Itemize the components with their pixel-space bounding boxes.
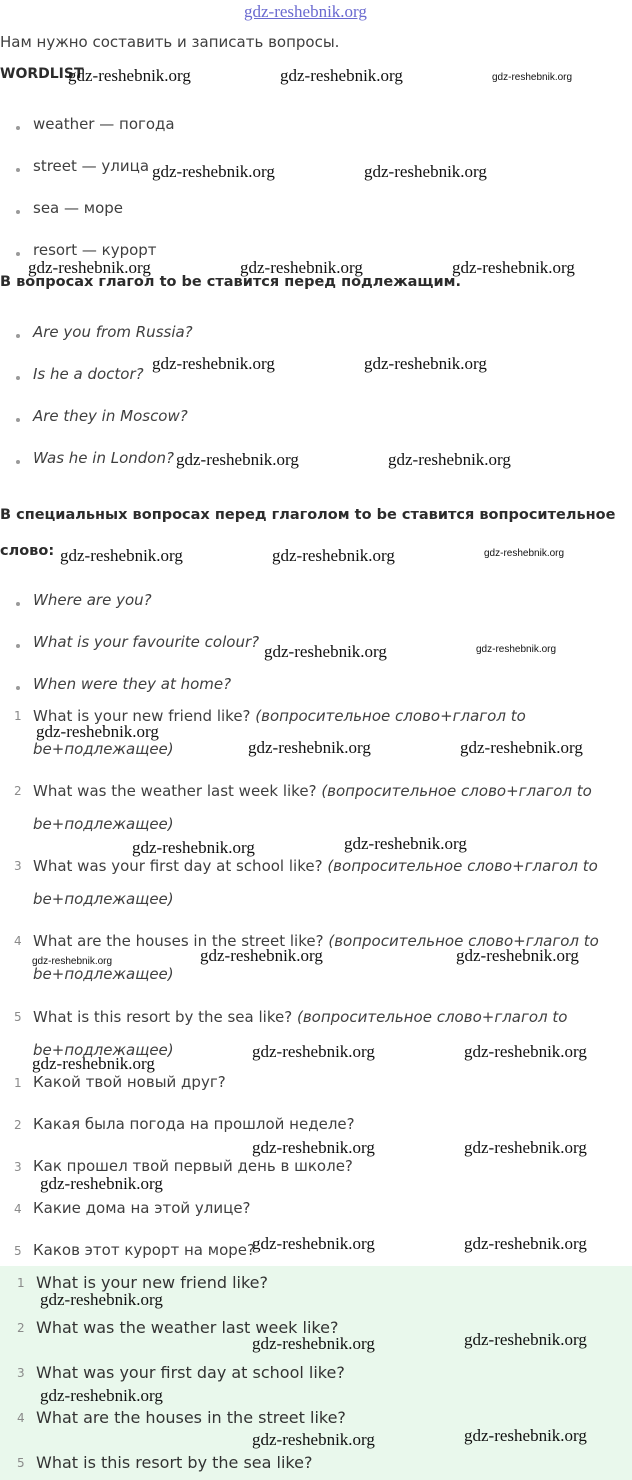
wordlist-label: WORDLIST	[0, 66, 84, 82]
item-number: 3	[17, 1366, 25, 1380]
item-number: 2	[14, 784, 22, 798]
rule-special-questions-cont: слово:	[0, 543, 55, 559]
bullet	[16, 418, 20, 422]
bullet	[16, 460, 20, 464]
rule-special-questions: В специальных вопросах перед глаголом to be ставится вопросительное	[0, 507, 616, 523]
bullet	[16, 602, 20, 606]
watermark: gdz-reshebnik.org	[364, 162, 487, 181]
question-text: What are the houses in the street like?	[33, 932, 324, 950]
watermark: gdz-reshebnik.org	[464, 1330, 587, 1349]
translation-item: Какая была погода на прошлой неделе?	[33, 1115, 355, 1133]
watermark: gdz-reshebnik.org	[152, 162, 275, 181]
question-text: What was the weather last week like?	[33, 782, 317, 800]
wordlist-item: street — улица	[33, 157, 150, 175]
watermark: gdz-reshebnik.org	[248, 738, 371, 757]
wordlist-item: sea — море	[33, 199, 124, 217]
bullet	[16, 126, 20, 130]
watermark: gdz-reshebnik.org	[36, 722, 159, 741]
example-question: When were they at home?	[33, 675, 232, 693]
numbered-question	[33, 782, 592, 800]
question-note: (вопросительное слово+глагол to	[255, 707, 526, 725]
intro-text: Нам нужно составить и записать вопросы.	[0, 33, 340, 51]
example-question: Was he in London?	[33, 449, 174, 467]
watermark: gdz-reshebnik.org	[464, 1042, 587, 1061]
watermark: gdz-reshebnik.org	[200, 946, 323, 965]
watermark: gdz-reshebnik.org	[252, 1234, 375, 1253]
watermark: gdz-reshebnik.org	[40, 1174, 163, 1193]
watermark: gdz-reshebnik.org	[176, 450, 299, 469]
example-question: Where are you?	[33, 591, 152, 609]
watermark: gdz-reshebnik.org	[152, 354, 275, 373]
watermark: gdz-reshebnik.org	[464, 1426, 587, 1445]
translation-item: Какие дома на этой улице?	[33, 1199, 251, 1217]
bullet	[16, 168, 20, 172]
bullet	[16, 252, 20, 256]
watermark: gdz-reshebnik.org	[364, 354, 487, 373]
rule-general-questions: В вопросах глагол to be ставится перед подлежащим.	[0, 274, 461, 290]
item-number: 2	[14, 1118, 22, 1132]
watermark: gdz-reshebnik.org	[464, 1138, 587, 1157]
watermark: gdz-reshebnik.org	[32, 1054, 155, 1073]
question-note: (вопросительное слово+глагол to	[328, 932, 599, 950]
item-number: 3	[14, 859, 22, 873]
question-note-cont: be+подлежащее)	[33, 740, 174, 758]
wordlist-item: weather — погода	[33, 115, 175, 133]
question-note: (вопросительное слово+глагол to	[296, 1008, 568, 1026]
item-number: 5	[17, 1456, 25, 1470]
watermark: gdz-reshebnik.org	[252, 1042, 375, 1061]
bullet	[16, 376, 20, 380]
watermark: gdz-reshebnik.org	[28, 258, 151, 277]
answer-item: What was the weather last week like?	[36, 1318, 339, 1337]
item-number: 1	[17, 1276, 25, 1290]
question-note: (вопросительное слово+глагол to	[321, 782, 592, 800]
watermark: gdz-reshebnik.org	[32, 956, 113, 967]
item-number: 4	[17, 1411, 25, 1425]
wordlist-item: resort — курорт	[33, 241, 157, 259]
translation-item: Какой твой новый друг?	[33, 1073, 226, 1091]
watermark: gdz-reshebnik.org	[132, 838, 255, 857]
watermark: gdz-reshebnik.org	[460, 738, 583, 757]
item-number: 2	[17, 1321, 25, 1335]
question-text: What was your first day at school like?	[33, 857, 323, 875]
question-note-cont: be+подлежащее)	[33, 890, 174, 908]
answer-item: What is this resort by the sea like?	[36, 1453, 313, 1472]
watermark: gdz-reshebnik.org	[60, 546, 183, 565]
watermark: gdz-reshebnik.org	[252, 1430, 375, 1449]
example-question: Is he a doctor?	[33, 365, 144, 383]
bullet	[16, 644, 20, 648]
header-watermark[interactable]: gdz-reshebnik.org	[244, 2, 367, 21]
watermark: gdz-reshebnik.org	[252, 1334, 375, 1353]
watermark: gdz-reshebnik.org	[344, 834, 467, 853]
translation-item: Каков этот курорт на море?	[33, 1241, 255, 1259]
question-text: What is this resort by the sea like?	[33, 1008, 293, 1026]
item-number: 4	[14, 934, 22, 948]
watermark: gdz-reshebnik.org	[464, 1234, 587, 1253]
numbered-question	[33, 1008, 567, 1026]
bullet	[16, 686, 20, 690]
question-note-cont: be+подлежащее)	[33, 815, 174, 833]
watermark: gdz-reshebnik.org	[252, 1138, 375, 1157]
watermark: gdz-reshebnik.org	[240, 258, 363, 277]
watermark: gdz-reshebnik.org	[280, 66, 403, 85]
watermark: gdz-reshebnik.org	[272, 546, 395, 565]
watermark: gdz-reshebnik.org	[388, 450, 511, 469]
question-text: What is your new friend like?	[33, 707, 251, 725]
translation-item: Как прошел твой первый день в школе?	[33, 1157, 353, 1175]
example-question: Are they in Moscow?	[33, 407, 188, 425]
item-number: 5	[14, 1010, 22, 1024]
watermark: gdz-reshebnik.org	[40, 1386, 163, 1405]
answer-item: What was your first day at school like?	[36, 1363, 345, 1382]
watermark: gdz-reshebnik.org	[492, 72, 573, 83]
question-note-cont: be+подлежащее)	[33, 965, 174, 983]
question-note: (вопросительное слово+глагол to	[327, 857, 598, 875]
item-number: 5	[14, 1244, 22, 1258]
watermark: gdz-reshebnik.org	[484, 548, 565, 559]
answer-item: What are the houses in the street like?	[36, 1408, 346, 1427]
watermark: gdz-reshebnik.org	[456, 946, 579, 965]
bullet	[16, 334, 20, 338]
item-number: 1	[14, 1076, 22, 1090]
item-number: 1	[14, 709, 22, 723]
watermark: gdz-reshebnik.org	[452, 258, 575, 277]
example-question: Are you from Russia?	[33, 323, 193, 341]
numbered-question	[33, 857, 598, 875]
watermark: gdz-reshebnik.org	[40, 1290, 163, 1309]
watermark: gdz-reshebnik.org	[264, 642, 387, 661]
example-question: What is your favourite colour?	[33, 633, 260, 651]
item-number: 4	[14, 1202, 22, 1216]
bullet	[16, 210, 20, 214]
answer-item: What is your new friend like?	[36, 1273, 269, 1292]
question-note-cont: be+подлежащее)	[33, 1041, 174, 1059]
watermark: gdz-reshebnik.org	[68, 66, 191, 85]
item-number: 3	[14, 1160, 22, 1174]
watermark: gdz-reshebnik.org	[476, 644, 557, 655]
